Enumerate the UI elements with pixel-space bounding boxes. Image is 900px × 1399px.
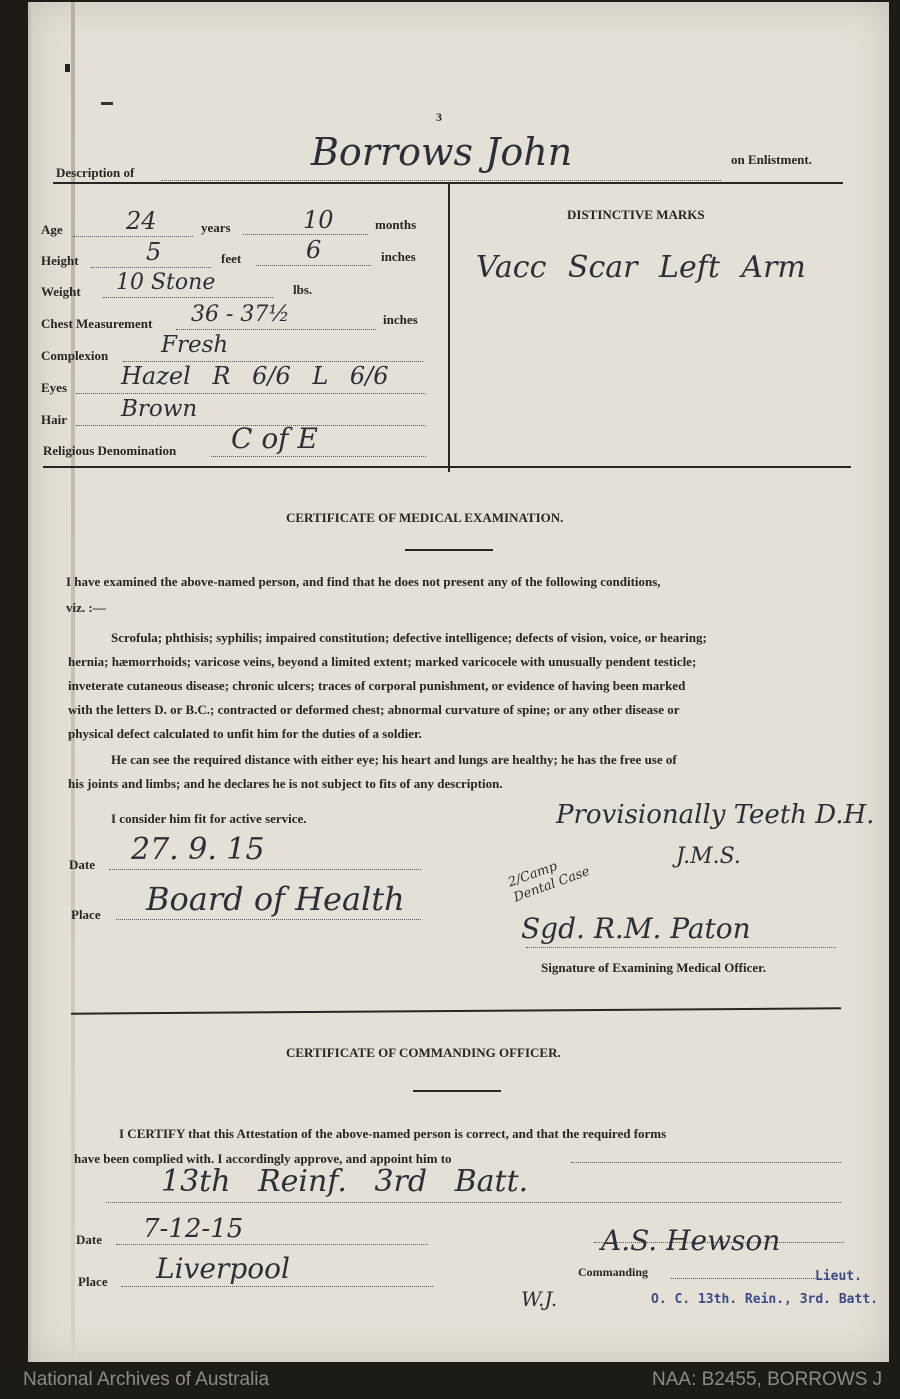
recruit-name: Borrows John	[311, 130, 573, 174]
name-dotted-line	[161, 180, 721, 181]
stamp-unit: O. C. 13th. Rein., 3rd. Batt.	[651, 1292, 878, 1307]
medical-place-value: Board of Health	[146, 880, 405, 918]
commanding-line	[671, 1278, 816, 1279]
medical-place-line	[116, 919, 421, 920]
medical-signature-line	[526, 947, 836, 948]
clerk-initials: W.J.	[521, 1287, 558, 1311]
hair-label: Hair	[41, 412, 67, 427]
medical-signature: Sgd. R.M. Paton	[521, 912, 751, 945]
page-number: 3	[436, 110, 442, 124]
medical-date-line	[109, 869, 421, 870]
chest-line	[176, 329, 376, 330]
medical-date-label: Date	[69, 857, 95, 872]
description-label: Description of	[56, 165, 135, 180]
commanding-date-line	[116, 1244, 428, 1245]
chest-value: 36 - 37½	[191, 302, 290, 327]
vision-line-2: his joints and limbs; and he declares he is not subject to fits of any description.	[68, 776, 503, 791]
medical-date-value: 27. 9. 15	[131, 832, 265, 867]
weight-label: Weight	[41, 284, 81, 299]
provisional-note: Provisionally Teeth D.H.	[556, 800, 875, 830]
certify-line-2: have been complied with. I accordingly approve, and appoint him to	[74, 1151, 452, 1166]
medical-viz: viz. :—	[66, 600, 106, 615]
unit-line	[106, 1202, 841, 1203]
stamp-rank: Lieut.	[815, 1269, 862, 1284]
complexion-value: Fresh	[161, 332, 229, 358]
vision-line-1: He can see the required distance with either eye; his heart and lungs are healthy; he has the free use of	[111, 752, 677, 767]
age-months-value: 10	[303, 206, 334, 234]
condition-line-1: Scrofula; phthisis; syphilis; impaired constitution; defective intelligence; defects of vision, voice, or hearing;	[111, 630, 707, 645]
ink-mark	[65, 64, 70, 72]
complexion-label: Complexion	[41, 348, 109, 363]
condition-line-4: with the letters D. or B.C.; contracted or deformed chest; abnormal curvature of spine; or any other disease or	[68, 702, 680, 717]
commanding-date-label: Date	[76, 1232, 102, 1247]
table-divider	[448, 184, 450, 472]
ink-mark	[101, 102, 113, 105]
commanding-heading: CERTIFICATE OF COMMANDING OFFICER.	[286, 1045, 561, 1060]
religion-label: Religious Denomination	[43, 443, 177, 458]
chest-label: Chest Measurement	[41, 316, 153, 331]
unit-value: 13th Reinf. 3rd Batt.	[161, 1164, 529, 1199]
attestation-page	[28, 2, 889, 1362]
condition-line-5: physical defect calculated to unfit him for the duties of a soldier.	[68, 726, 422, 741]
height-feet-line	[91, 267, 211, 268]
officer-initials: J.M.S.	[676, 844, 741, 869]
commanding-label: Commanding	[578, 1265, 649, 1279]
section-divider	[71, 1007, 841, 1014]
fit-statement: I consider him fit for active service.	[111, 811, 307, 826]
months-label: months	[375, 217, 417, 232]
distinctive-marks-value: Vacc Scar Left Arm	[476, 250, 806, 285]
feet-label: feet	[221, 251, 242, 266]
height-inches-value: 6	[306, 236, 322, 264]
age-months-line	[243, 234, 368, 235]
age-years-line	[73, 236, 193, 237]
commanding-heading-underline	[413, 1090, 501, 1092]
height-label: Height	[41, 253, 79, 268]
medical-heading-underline	[405, 549, 493, 551]
medical-intro: I have examined the above-named person, and find that he does not present any of the following conditions,	[66, 574, 661, 589]
weight-line	[103, 297, 273, 298]
medical-heading: CERTIFICATE OF MEDICAL EXAMINATION.	[286, 510, 564, 525]
condition-line-3: inveterate cutaneous disease; chronic ulcers; traces of corporal punishment, or evidence of having been marked	[68, 678, 686, 693]
commanding-place-line	[121, 1286, 433, 1287]
certify-line-1: I CERTIFY that this Attestation of the above-named person is correct, and that the required forms	[119, 1126, 667, 1141]
medical-place-label: Place	[71, 907, 101, 922]
eyes-value: Hazel R 6/6 L 6/6	[121, 362, 389, 390]
hair-value: Brown	[121, 396, 198, 422]
medical-signature-label: Signature of Examining Medical Officer.	[541, 960, 766, 975]
age-years-value: 24	[126, 207, 157, 235]
eyes-label: Eyes	[41, 380, 67, 395]
commanding-place-label: Place	[78, 1274, 108, 1289]
on-enlistment-label: on Enlistment.	[731, 152, 812, 167]
archive-name: National Archives of Australia	[23, 1369, 270, 1390]
distinctive-marks-heading: DISTINCTIVE MARKS	[567, 207, 705, 222]
commanding-date-value: 7-12-15	[143, 1214, 244, 1244]
camp-note: 2/Camp Dental Case	[506, 858, 592, 906]
chest-inches-label: inches	[383, 312, 418, 327]
religion-value: C of E	[231, 422, 318, 455]
archive-reference: NAA: B2455, BORROWS J	[652, 1369, 883, 1390]
co-signature: A.S. Hewson	[601, 1224, 781, 1257]
lbs-label: lbs.	[293, 282, 313, 297]
appoint-line	[571, 1162, 841, 1163]
age-label: Age	[41, 222, 63, 237]
eyes-line	[76, 393, 426, 394]
inches-label: inches	[381, 249, 416, 264]
condition-line-2: hernia; hæmorrhoids; varicose veins, beyond a limited extent; marked varicocele with unusually pendent testicle;	[68, 654, 697, 669]
years-label: years	[201, 220, 231, 235]
weight-value: 10 Stone	[116, 270, 216, 295]
table-bottom-rule	[43, 466, 851, 468]
religion-line	[211, 456, 426, 457]
commanding-place-value: Liverpool	[156, 1252, 290, 1285]
height-feet-value: 5	[146, 238, 162, 266]
height-inches-line	[256, 265, 371, 266]
